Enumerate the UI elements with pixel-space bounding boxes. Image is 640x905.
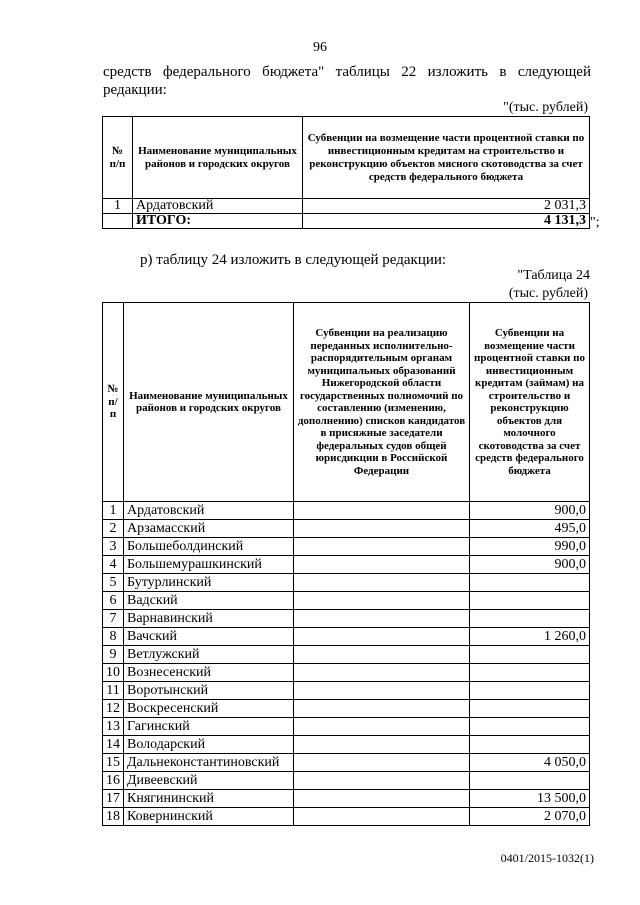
row-jurors-value bbox=[294, 736, 470, 754]
table1-units: "(тыс. рублей) bbox=[503, 100, 588, 115]
header-number: № п/п bbox=[103, 117, 133, 199]
row-jurors-value bbox=[294, 718, 470, 736]
row-jurors-value bbox=[294, 682, 470, 700]
total-label: ИТОГО: bbox=[133, 214, 303, 229]
header-number: № п/п bbox=[103, 303, 124, 502]
table-row bbox=[103, 718, 590, 736]
row-dairy-value bbox=[470, 772, 590, 790]
row-district: Ардатовский bbox=[133, 199, 303, 214]
row-number: 6 bbox=[103, 592, 124, 610]
row-number: 16 bbox=[103, 772, 124, 790]
row-dairy-value bbox=[470, 592, 590, 610]
row-number: 1 bbox=[103, 199, 133, 214]
row-number: 13 bbox=[103, 718, 124, 736]
table-row bbox=[103, 664, 590, 682]
intro-text-line-1: средств федерального бюджета" таблицы 22 изложить в следующей bbox=[103, 64, 591, 80]
intro-text-line-2: редакции: bbox=[103, 82, 167, 98]
row-dairy-value: 495,0 bbox=[470, 520, 590, 538]
row-number: 4 bbox=[103, 556, 124, 574]
row-number: 3 bbox=[103, 538, 124, 556]
table24-units: (тыс. рублей) bbox=[508, 286, 588, 301]
row-district: Ардатовский bbox=[124, 502, 294, 520]
table-row bbox=[103, 520, 590, 538]
table-row bbox=[103, 754, 590, 772]
table-row bbox=[103, 808, 590, 826]
table-row bbox=[103, 790, 590, 808]
row-district: Бутурлинский bbox=[124, 574, 294, 592]
row-dairy-value: 4 050,0 bbox=[470, 754, 590, 772]
row-number: 9 bbox=[103, 646, 124, 664]
row-jurors-value bbox=[294, 592, 470, 610]
row-jurors-value bbox=[294, 790, 470, 808]
row-jurors-value bbox=[294, 646, 470, 664]
table-22-excerpt bbox=[102, 116, 590, 229]
row-jurors-value bbox=[294, 808, 470, 826]
row-dairy-value: 2 070,0 bbox=[470, 808, 590, 826]
table24-title: "Таблица 24 bbox=[517, 268, 590, 283]
row-number: 7 bbox=[103, 610, 124, 628]
row-district: Гагинский bbox=[124, 718, 294, 736]
row-dairy-value bbox=[470, 610, 590, 628]
row-jurors-value bbox=[294, 538, 470, 556]
table-row bbox=[103, 646, 590, 664]
row-district: Вачский bbox=[124, 628, 294, 646]
row-number: 1 bbox=[103, 502, 124, 520]
row-number: 2 bbox=[103, 520, 124, 538]
row-dairy-value bbox=[470, 574, 590, 592]
row-district: Большемурашкинский bbox=[124, 556, 294, 574]
header-subvention-jurors: Субвенции на реализацию переданных исполнительно-распорядительным органам муниципальных образований Нижегородской области государственных полномочий по составлению (изменению, дополнению) списков кандидатов в присяжные заседатели федеральных судов общей юрисдикции в Российской Федерации bbox=[294, 303, 470, 502]
row-number: 15 bbox=[103, 754, 124, 772]
table-row bbox=[103, 502, 590, 520]
row-number: 5 bbox=[103, 574, 124, 592]
page-number: 96 bbox=[313, 40, 327, 55]
row-jurors-value bbox=[294, 502, 470, 520]
row-number: 12 bbox=[103, 700, 124, 718]
row-district: Дальнеконстантиновский bbox=[124, 754, 294, 772]
row-value: 2 031,3 bbox=[303, 199, 590, 214]
row-dairy-value bbox=[470, 664, 590, 682]
table-row bbox=[103, 628, 590, 646]
total-row bbox=[103, 214, 590, 229]
paragraph-r: р) таблицу 24 изложить в следующей редакции: bbox=[140, 252, 447, 268]
table-row bbox=[103, 610, 590, 628]
row-district: Вадский bbox=[124, 592, 294, 610]
row-number: 8 bbox=[103, 628, 124, 646]
row-dairy-value bbox=[470, 736, 590, 754]
row-district: Арзамасский bbox=[124, 520, 294, 538]
header-district-name: Наименование муниципальных районов и городских округов bbox=[124, 303, 294, 502]
table-row bbox=[103, 682, 590, 700]
row-district: Дивеевский bbox=[124, 772, 294, 790]
header-subvention-dairy: Субвенции на возмещение части процентной ставки по инвестиционным кредитам (займам) на строительство и реконструкцию объектов для молочного скотоводства за счет средств федерального бюджета bbox=[470, 303, 590, 502]
row-dairy-value: 990,0 bbox=[470, 538, 590, 556]
row-dairy-value bbox=[470, 646, 590, 664]
table-row bbox=[103, 556, 590, 574]
row-district: Воротынский bbox=[124, 682, 294, 700]
row-dairy-value bbox=[470, 682, 590, 700]
row-dairy-value bbox=[470, 700, 590, 718]
total-empty-cell bbox=[103, 214, 133, 229]
total-value: 4 131,3 bbox=[303, 214, 590, 229]
table-row bbox=[103, 592, 590, 610]
row-district: Воскресенский bbox=[124, 700, 294, 718]
row-jurors-value bbox=[294, 700, 470, 718]
table1-closing-mark: "; bbox=[590, 215, 600, 230]
row-jurors-value bbox=[294, 610, 470, 628]
row-jurors-value bbox=[294, 772, 470, 790]
row-jurors-value bbox=[294, 574, 470, 592]
table-row bbox=[103, 700, 590, 718]
table-row bbox=[103, 538, 590, 556]
row-number: 14 bbox=[103, 736, 124, 754]
row-district: Ветлужский bbox=[124, 646, 294, 664]
row-number: 18 bbox=[103, 808, 124, 826]
row-dairy-value: 1 260,0 bbox=[470, 628, 590, 646]
row-dairy-value bbox=[470, 718, 590, 736]
row-number: 10 bbox=[103, 664, 124, 682]
row-jurors-value bbox=[294, 664, 470, 682]
row-district: Большеболдинский bbox=[124, 538, 294, 556]
row-dairy-value: 900,0 bbox=[470, 502, 590, 520]
row-number: 17 bbox=[103, 790, 124, 808]
row-jurors-value bbox=[294, 556, 470, 574]
header-district-name: Наименование муниципальных районов и городских округов bbox=[133, 117, 303, 199]
row-number: 11 bbox=[103, 682, 124, 700]
table-row bbox=[103, 736, 590, 754]
table-24 bbox=[102, 302, 590, 826]
table-row bbox=[103, 199, 590, 214]
row-jurors-value bbox=[294, 520, 470, 538]
row-district: Княгининский bbox=[124, 790, 294, 808]
row-district: Володарский bbox=[124, 736, 294, 754]
table-row bbox=[103, 574, 590, 592]
row-dairy-value: 900,0 bbox=[470, 556, 590, 574]
row-jurors-value bbox=[294, 754, 470, 772]
row-district: Вознесенский bbox=[124, 664, 294, 682]
header-subvention-meat: Субвенции на возмещение части процентной ставки по инвестиционным кредитам на строительство и реконструкцию объектов мясного скотоводства за счет средств федерального бюджета bbox=[303, 117, 590, 199]
table-row bbox=[103, 772, 590, 790]
row-jurors-value bbox=[294, 628, 470, 646]
row-dairy-value: 13 500,0 bbox=[470, 790, 590, 808]
document-code: 0401/2015-1032(1) bbox=[500, 851, 594, 865]
row-district: Ковернинский bbox=[124, 808, 294, 826]
row-district: Варнавинский bbox=[124, 610, 294, 628]
